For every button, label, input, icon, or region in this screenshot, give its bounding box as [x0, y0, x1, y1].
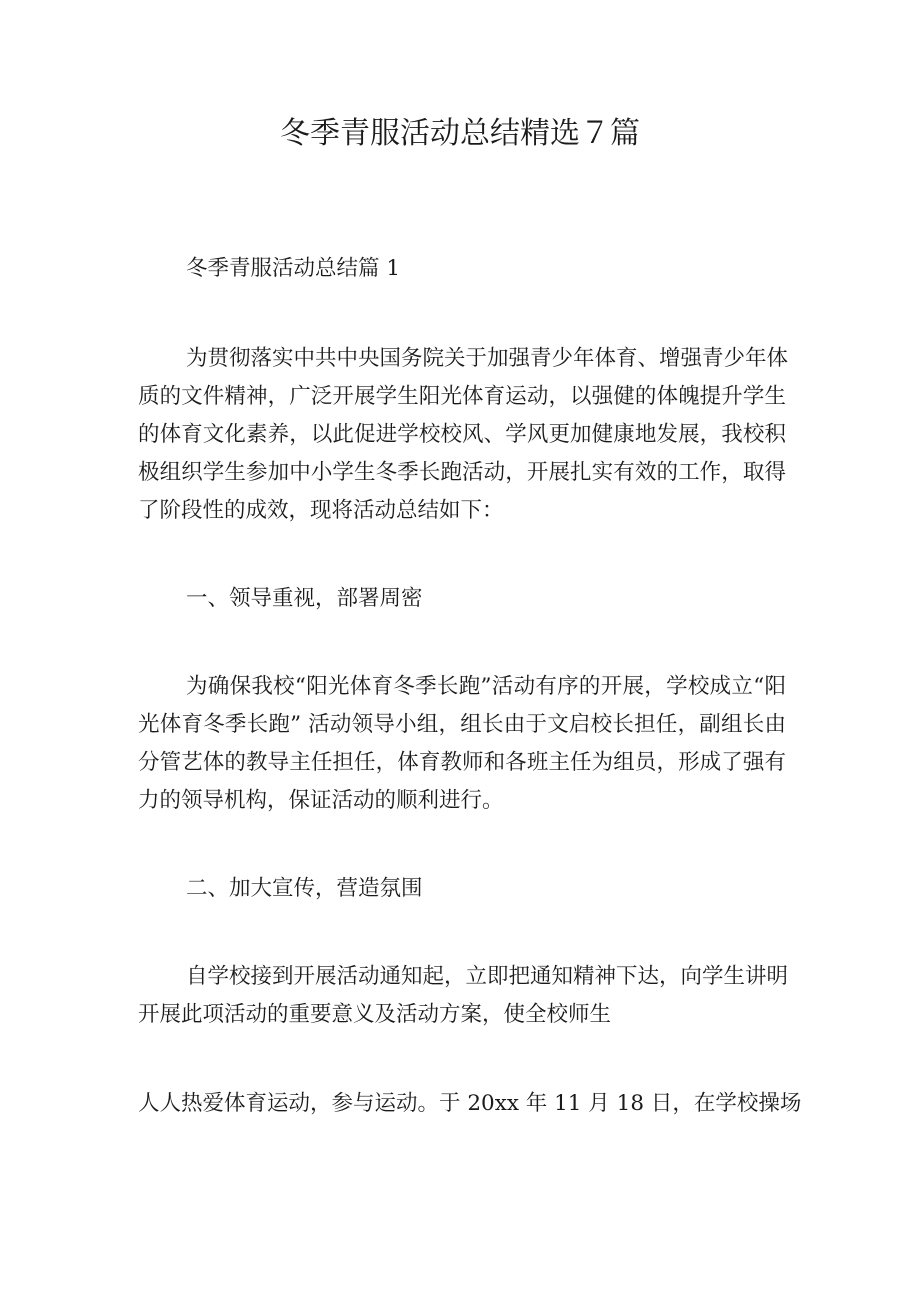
paragraph-2 — [138, 958, 789, 1034]
subsection-heading-2: 二、加大宣传，营造氛围 — [186, 876, 423, 901]
paragraph-3 — [138, 1085, 802, 1123]
paragraph-line: 的体育文化素养，以此促进学校校风、学风更加健康地发展，我校积 — [138, 422, 786, 447]
paragraph-line: 极组织学生参加中小学生冬季长跑活动，开展扎实有效的工作，取得 — [138, 460, 786, 485]
paragraph-line: 了阶段性的成效，现将活动总结如下： — [138, 498, 504, 523]
intro-paragraph — [138, 340, 789, 530]
paragraph-line: 为确保我校“阳光体育冬季长跑”活动有序的开展，学校成立“阳 — [186, 674, 786, 699]
paragraph-line: 人人热爱体育运动，参与运动。于 20xx 年 11 月 18 日，在学校操场 — [138, 1091, 802, 1116]
document-body — [138, 250, 802, 1123]
paragraph-line: 分管艺体的教导主任担任，体育教师和各班主任为组员，形成了强有 — [138, 750, 786, 775]
paragraph-line: 自学校接到开展活动通知起，立即把通知精神下达，向学生讲明 — [186, 964, 789, 989]
paragraph-line: 光体育冬季长跑” 活动领导小组，组长由于文启校长担任，副组长由 — [138, 712, 786, 737]
section-heading: 冬季青服活动总结篇 1 — [186, 256, 401, 281]
document-title: 冬季青服活动总结精选７篇 — [280, 116, 640, 151]
paragraph-line: 质的文件精神，广泛开展学生阳光体育运动，以强健的体魄提升学生 — [138, 384, 786, 409]
paragraph-1 — [138, 668, 786, 820]
paragraph-line: 开展此项活动的重要意义及活动方案，使全校师生 — [138, 1002, 612, 1027]
paragraph-line: 为贯彻落实中共中央国务院关于加强青少年体育、增强青少年体 — [186, 346, 789, 371]
paragraph-line: 力的领导机构，保证活动的顺利进行。 — [138, 788, 504, 813]
subsection-heading-1: 一、领导重视，部署周密 — [186, 586, 423, 611]
